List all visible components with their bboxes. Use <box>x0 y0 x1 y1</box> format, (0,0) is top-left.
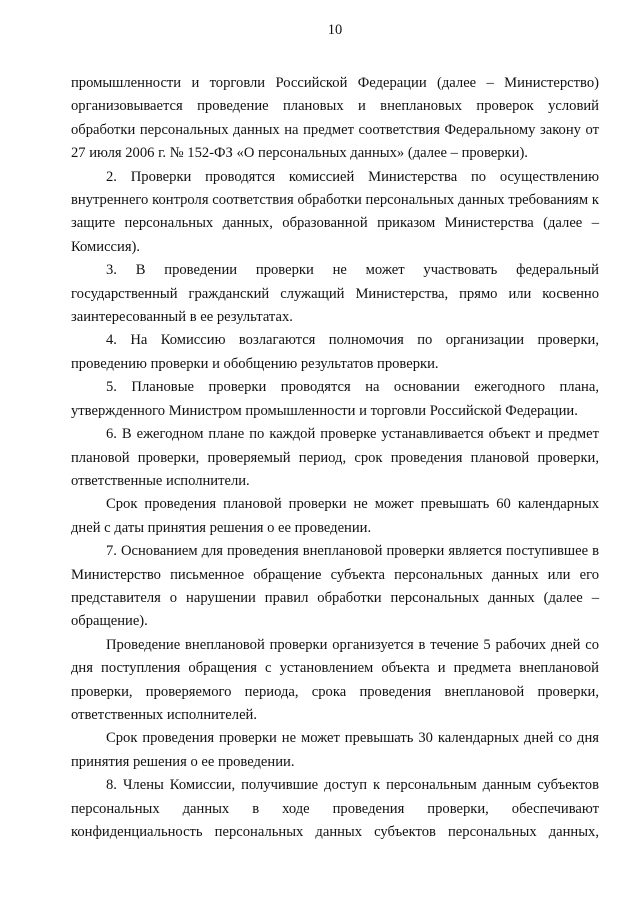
document-page <box>71 0 599 904</box>
document-body <box>71 72 599 844</box>
paragraph-4: 4. На Комиссию возлагаются полномочия по организации проверки, проведению проверки и обобщению результатов проверки. <box>71 332 599 372</box>
page-number: 10 <box>327 22 343 38</box>
paragraph-1-continuation: промышленности и торговли Российской Федерации (далее – Министерство) организовывается проведение плановых и внеплановых проверок условий обработки персональных данных на предмет соответствия Федеральному закону от 27 июля 2006 г. № 152-ФЗ «О персональных данных» (далее – проверки). <box>71 75 599 162</box>
paragraph-6: 6. В ежегодном плане по каждой проверке устанавливается объект и предмет плановой проверки, проверяемый период, срок проведения плановой проверки, ответственные исполнители. <box>71 426 599 489</box>
paragraph-6-term: Срок проведения плановой проверки не может превышать 60 календарных дней с даты принятия решения о ее проведении. <box>71 496 599 536</box>
paragraph-8: 8. Члены Комиссии, получившие доступ к персональным данным субъектов персональных данных в ходе проведения проверки, обеспечивают конфиденциальность персональных данных субъектов персональных данных, <box>71 777 599 840</box>
paragraph-5: 5. Плановые проверки проводятся на основании ежегодного плана, утвержденного Министром промышленности и торговли Российской Федерации. <box>71 379 599 419</box>
paragraph-7-term: Срок проведения проверки не может превышать 30 календарных дней со дня принятия решения о ее проведении. <box>71 730 599 770</box>
paragraph-2: 2. Проверки проводятся комиссией Министерства по осуществлению внутреннего контроля соответствия обработки персональных данных требованиям к защите персональных данных, образованной приказом Министерства (далее – Комиссия). <box>71 168 599 255</box>
paragraph-7: 7. Основанием для проведения внеплановой проверки является поступившее в Министерство письменное обращение субъекта персональных данных или его представителя о нарушении правил обработки персональных данных (далее – обращение). <box>71 543 599 630</box>
paragraph-7-procedure: Проведение внеплановой проверки организуется в течение 5 рабочих дней со дня поступления обращения с установлением объекта и предмета внеплановой проверки, проверяемого периода, срока проведения внеплановой проверки, ответственных исполнителей. <box>71 636 599 723</box>
paragraph-3: 3. В проведении проверки не может участвовать федеральный государственный гражданский служащий Министерства, прямо или косвенно заинтересованный в ее результатах. <box>71 262 599 326</box>
